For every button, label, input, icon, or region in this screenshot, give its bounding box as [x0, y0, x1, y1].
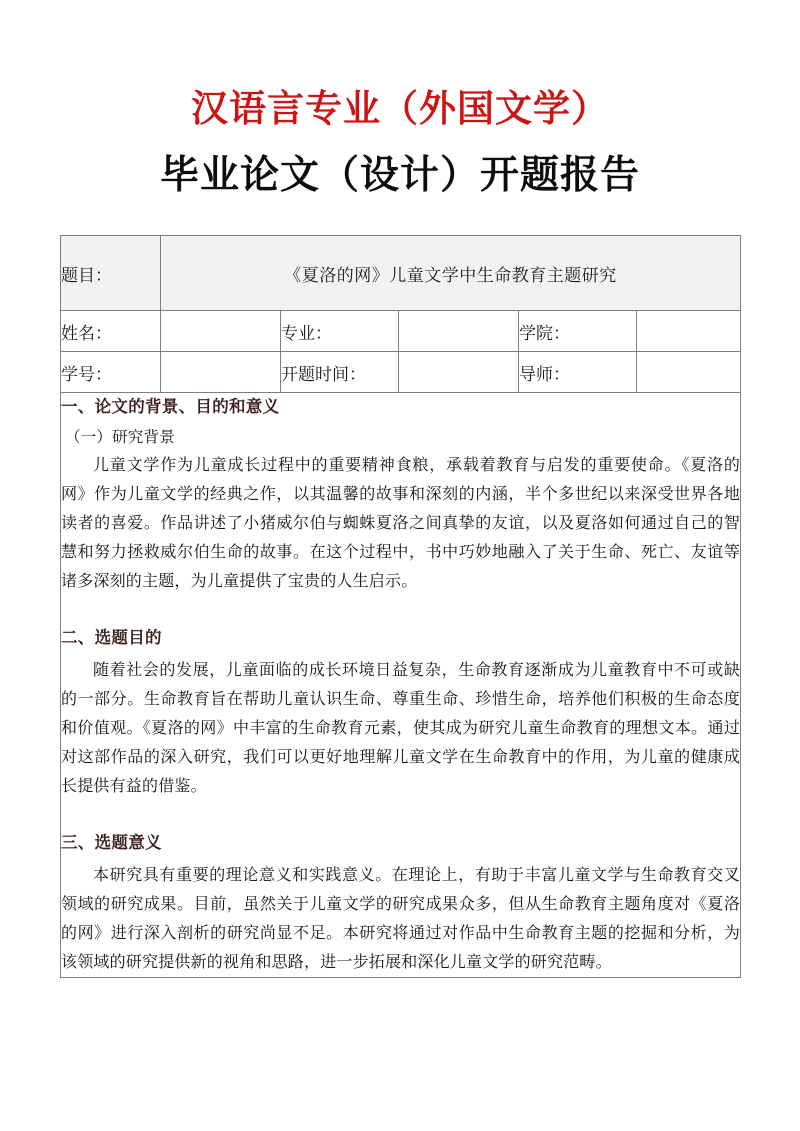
major-label: 专业：: [281, 311, 399, 352]
major-field[interactable]: [399, 311, 519, 352]
start-date-field[interactable]: [399, 352, 519, 393]
student-id-label: 学号：: [61, 352, 161, 393]
title-block: [60, 0, 740, 201]
table-row-student-id: [61, 352, 741, 393]
section-two-paragraph: 随着社会的发展，儿童面临的成长环境日益复杂，生命教育逐渐成为儿童教育中不可或缺的一部分。生命教育旨在帮助儿童认识生命、尊重生命、珍惜生命，培养他们积极的生命态度和价值观。《夏洛的网》中丰富的生命教育元素，使其成为研究儿童生命教育的理想文本。通过对这部作品的深入研究，我们可以更好地理解儿童文学在生命教育中的作用，为儿童的健康成长提供有益的借鉴。: [61, 662, 741, 795]
table-row-content: [61, 393, 741, 978]
topic-label: 题目：: [61, 236, 161, 311]
table-row-topic: [61, 236, 741, 311]
name-label: 姓名：: [61, 311, 161, 352]
topic-value[interactable]: 《夏洛的网》儿童文学中生命教育主题研究: [161, 236, 741, 311]
advisor-field[interactable]: [637, 352, 741, 393]
page-title-report: 毕业论文（设计）开题报告: [159, 154, 640, 198]
college-label: 学院：: [519, 311, 637, 352]
section-two-heading: 二、选题目的: [61, 629, 162, 647]
section-one-subheading: （一）研究背景: [65, 429, 175, 446]
name-field[interactable]: [161, 311, 281, 352]
college-field[interactable]: [637, 311, 741, 352]
advisor-label: 导师：: [519, 352, 637, 393]
info-table: [60, 235, 741, 978]
section-three-heading: 三、选题意义: [61, 834, 162, 852]
start-date-label: 开题时间：: [281, 352, 399, 393]
page-title-major: 汉语言专业（外国文学）: [191, 88, 609, 129]
section-one-heading: 一、论文的背景、目的和意义: [61, 398, 280, 416]
section-one-paragraph: 儿童文学作为儿童成长过程中的重要精神食粮，承载着教育与启发的重要使命。《夏洛的网》作为儿童文学的经典之作，以其温馨的故事和深刻的内涵，半个多世纪以来深受世界各地读者的喜爱。作品讲述了小猪威尔伯与蜘蛛夏洛之间真挚的友谊，以及夏洛如何通过自己的智慧和努力拯救威尔伯生命的故事。在这个过程中，书中巧妙地融入了关于生命、死亡、友谊等诸多深刻的主题，为儿童提供了宝贵的人生启示。: [61, 457, 741, 590]
content-area: [61, 393, 741, 978]
table-row-name: [61, 311, 741, 352]
section-three-paragraph: 本研究具有重要的理论意义和实践意义。在理论上，有助于丰富儿童文学与生命教育交叉领域的研究成果。目前，虽然关于儿童文学的研究成果众多，但从生命教育主题角度对《夏洛的网》进行深入剖析的研究尚显不足。本研究将通过对作品中生命教育主题的挖掘和分析，为该领域的研究提供新的视角和思路，进一步拓展和深化儿童文学的研究范畴。: [61, 867, 741, 971]
student-id-field[interactable]: [161, 352, 281, 393]
